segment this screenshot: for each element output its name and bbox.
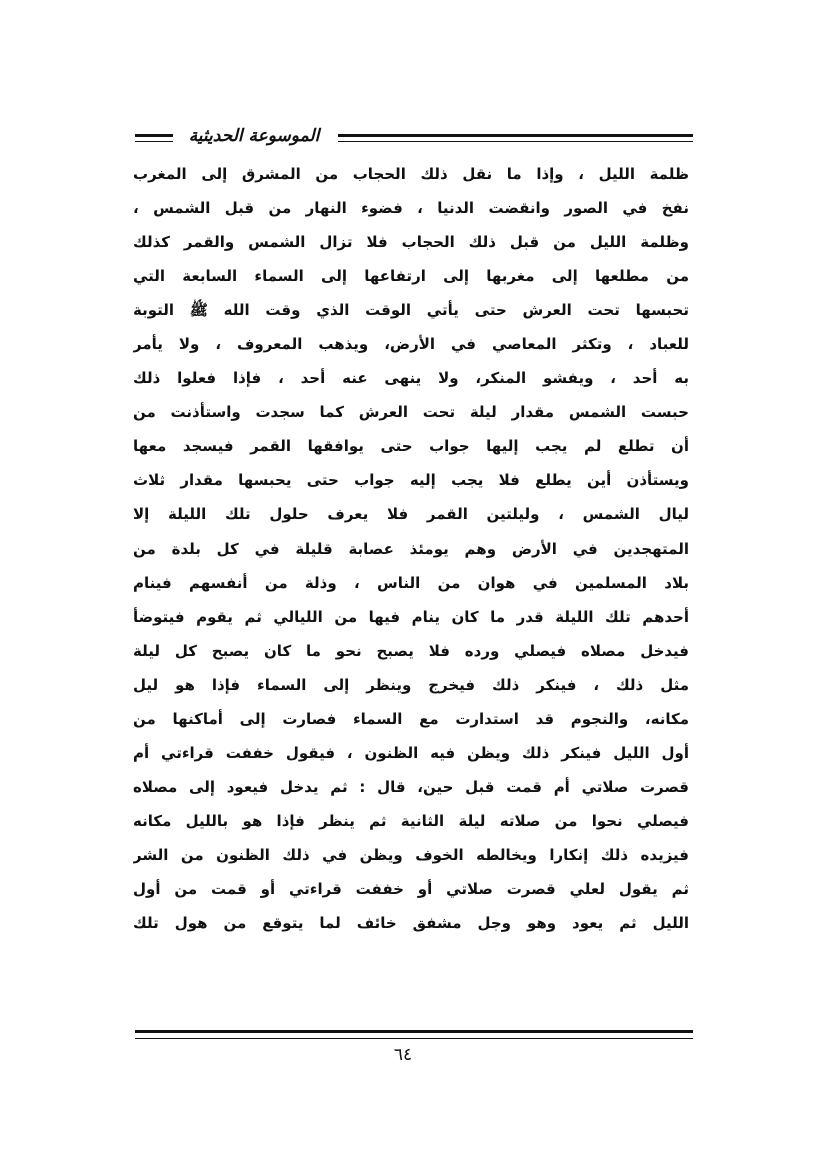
text-line: فيزيده ذلك إنكارا ويخالطه الخوف ويظن في ذلك الظنون من الشر bbox=[133, 845, 689, 864]
text-line: فيصلي نحوا من صلاته ليلة الثانية ثم ينظر فإذا هو بالليل مكانه bbox=[133, 811, 689, 830]
text-line: مثل ذلك ، فينكر ذلك فيخرج وينظر إلى السماء فإذا هو ليل bbox=[133, 675, 689, 694]
text-line: ليال الشمس ، وليلتين القمر فلا يعرف حلول تلك الليلة إلا bbox=[133, 505, 689, 524]
text-line: بلاد المسلمين في هوان من الناس ، وذلة من أنفسهم فينام bbox=[133, 573, 689, 592]
page-number: ٦٤ bbox=[393, 1045, 413, 1065]
text-line: ظلمة الليل ، وإذا ما نقل ذلك الحجاب من المشرق إلى المغرب bbox=[133, 165, 689, 183]
text-line: وظلمة الليل من قبل ذلك الحجاب فلا تزال الشمس والقمر كذلك bbox=[133, 233, 689, 252]
text-line: المتهجدين في الأرض وهم يومئذ عصابة قليلة في كل بلدة من bbox=[133, 539, 689, 558]
text-line: به أحد ، ويفشو المنكر، ولا ينهى عنه أحد ، فإذا فعلوا ذلك bbox=[133, 369, 689, 388]
text-line: ويستأذن أين يطلع فلا يجب إليه جواب حتى يحبسها مقدار ثلاث bbox=[133, 471, 689, 490]
page-body-text bbox=[133, 157, 689, 940]
header-rule-right bbox=[338, 134, 693, 142]
text-line: أول الليل فينكر ذلك ويظن فيه الظنون ، فيقول خففت قراءتي أم bbox=[133, 743, 689, 762]
text-line: للعباد ، وتكثر المعاصي في الأرض، ويذهب المعروف ، ولا يأمر bbox=[133, 335, 689, 354]
running-header bbox=[135, 122, 693, 150]
text-line: مكانه، والنجوم قد استدارت مع السماء فصارت إلى أماكنها من bbox=[133, 709, 689, 728]
text-line: الليل ثم يعود وهو وجل مشفق خائف لما يتوقع من هول تلك bbox=[133, 914, 689, 933]
text-line: من مطلعها إلى مغربها إلى ارتفاعها إلى السماء السابعة التي bbox=[133, 267, 689, 286]
text-line: قصرت صلاتي أم قمت قبل حين، قال : ثم يدخل فيعود إلى مصلاه bbox=[133, 777, 689, 796]
text-line: أحدهم تلك الليلة قدر ما كان ينام فيها من الليالي ثم يقوم فيتوضأ bbox=[133, 607, 689, 626]
text-line: تحبسها تحت العرش حتى يأتي الوقت الذي وقت الله ﷺ التوبة bbox=[133, 301, 689, 320]
footer-rule bbox=[135, 1030, 693, 1039]
header-rule-left bbox=[135, 134, 173, 142]
text-line: فيدخل مصلاه فيصلي ورده فلا يصبح نحو ما كان يصبح كل ليلة bbox=[133, 641, 689, 660]
header-title: الموسوعة الحديثية bbox=[188, 126, 320, 146]
text-line: حبست الشمس مقدار ليلة تحت العرش كما سجدت واستأذنت من bbox=[133, 403, 689, 422]
text-line: نفخ في الصور وانقضت الدنيا ، فضوء النهار من قبل الشمس ، bbox=[133, 199, 689, 218]
text-line: أن تطلع لم يجب إليها جواب حتى يوافقها القمر فيسجد معها bbox=[133, 437, 689, 456]
text-line: ثم يقول لعلي قصرت صلاتي أو خففت قراءتي أو قمت من أول bbox=[133, 879, 689, 898]
